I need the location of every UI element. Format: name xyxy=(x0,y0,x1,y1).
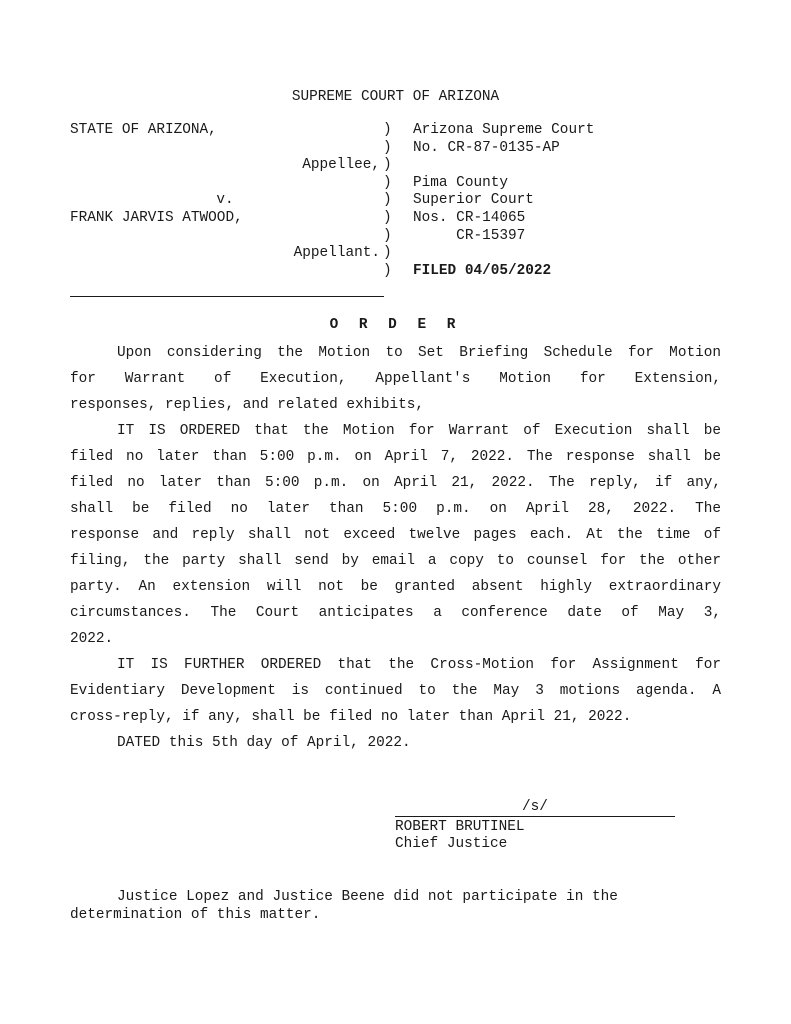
caption-plaintiff: STATE OF ARIZONA, xyxy=(70,122,217,138)
county-name: Pima County xyxy=(413,174,508,191)
filed-stamp: FILED 04/05/2022 xyxy=(413,262,552,279)
case-caption-parties xyxy=(70,122,380,280)
order-line: filed no later than 5:00 p.m. on April 7, 2022. The response shall be xyxy=(70,449,721,465)
order-line: Evidentiary Development is continued to the May 3 motions agenda. A xyxy=(70,683,721,699)
lower-court-case-number: Nos. CR-14065 xyxy=(413,209,526,226)
signature-line xyxy=(395,816,675,817)
order-line: filed no later than 5:00 p.m. on April 21, 2022. The reply, if any, xyxy=(70,475,721,491)
order-line: DATED this 5th day of April, 2022. xyxy=(117,735,411,751)
order-line: shall be filed no later than 5:00 p.m. on April 28, 2022. The xyxy=(70,501,721,517)
order-line: Upon considering the Motion to Set Briefing Schedule for Motion xyxy=(117,345,721,361)
lower-court-name: Superior Court xyxy=(413,192,534,209)
caption-appellant-role: Appellant. xyxy=(293,245,380,262)
order-line: 2022. xyxy=(70,631,114,647)
case-caption-numbers xyxy=(413,122,713,280)
order-line: responses, replies, and related exhibits, xyxy=(70,397,425,413)
caption-underline xyxy=(70,296,384,297)
caption-versus: v. xyxy=(216,192,234,209)
order-heading: O R D E R xyxy=(329,317,462,333)
order-body xyxy=(70,340,721,756)
order-line: cross-reply, if any, shall be filed no later than April 21, 2022. xyxy=(70,709,632,725)
caption-defendant: FRANK JARVIS ATWOOD, xyxy=(70,209,243,226)
note-line: determination of this matter. xyxy=(70,907,321,923)
caption-appellee-role: Appellee, xyxy=(302,157,380,174)
order-line: response and reply shall not exceed twelve pages each. At the time of xyxy=(70,527,721,543)
court-name: Arizona Supreme Court xyxy=(413,122,595,138)
caption-parentheses: ) ) ) ) ) ) ) ) ) xyxy=(383,122,392,279)
order-line: IT IS FURTHER ORDERED that the Cross-Motion for Assignment for xyxy=(117,657,721,673)
order-line: party. An extension will not be granted absent highly extraordinary xyxy=(70,579,721,595)
order-line: filing, the party shall send by email a copy to counsel for the other xyxy=(70,553,721,569)
signer-title: Chief Justice xyxy=(395,836,508,852)
court-title: SUPREME COURT OF ARIZONA xyxy=(291,89,500,105)
case-number: No. CR-87-0135-AP xyxy=(413,139,560,156)
order-line: IT IS ORDERED that the Motion for Warrant of Execution shall be xyxy=(117,423,721,439)
signature-mark: /s/ xyxy=(522,799,548,815)
lower-court-case-number-2: CR-15397 xyxy=(413,227,526,244)
order-line: for Warrant of Execution, Appellant's Motion for Extension, xyxy=(70,371,721,387)
note-line: Justice Lopez and Justice Beene did not participate in the xyxy=(117,889,618,905)
participation-note xyxy=(70,888,710,924)
signer-name: ROBERT BRUTINEL xyxy=(395,819,525,835)
order-line: circumstances. The Court anticipates a conference date of May 3, xyxy=(70,605,721,621)
